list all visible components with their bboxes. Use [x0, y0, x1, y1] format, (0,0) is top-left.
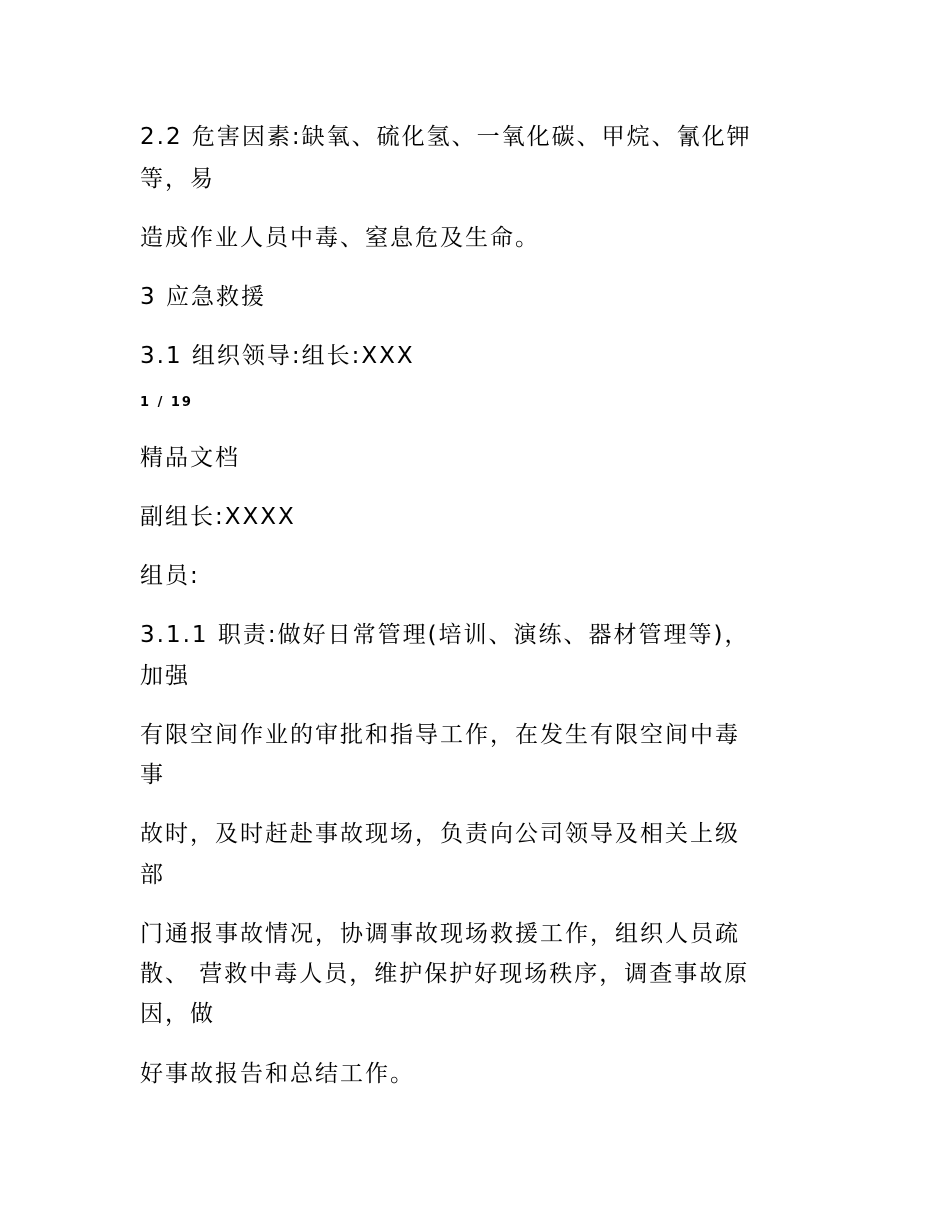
- text-line: 副组长:XXXX: [140, 504, 296, 530]
- text-line: 2.2 危害因素:缺氧、硫化氢、一氧化碳、甲烷、氰化钾: [140, 124, 752, 150]
- text-line: 门通报事故情况，协调事故现场救援工作，组织人员疏: [140, 921, 740, 947]
- text-line: 散、 营救中毒人员，维护保护好现场秩序，调查事故原: [140, 961, 750, 987]
- text-line: 部: [140, 862, 165, 888]
- document-header: 精品文档: [140, 445, 240, 471]
- text-line: 造成作业人员中毒、窒息危及生命。: [140, 225, 540, 251]
- text-line: 因，做: [140, 1001, 215, 1027]
- subsection-heading: 3.1 组织领导:组长:XXX: [140, 343, 415, 369]
- text-line: 等，易: [140, 166, 215, 192]
- section-heading: 3 应急救援: [140, 284, 266, 310]
- text-line: 加强: [140, 663, 190, 689]
- text-line: 事: [140, 762, 165, 788]
- text-line: 有限空间作业的审批和指导工作，在发生有限空间中毒: [140, 722, 740, 748]
- text-line: 3.1.1 职责:做好日常管理(培训、演练、器材管理等)，: [140, 622, 750, 648]
- page-number: 1 / 19: [140, 395, 193, 410]
- text-line: 好事故报告和总结工作。: [140, 1061, 415, 1087]
- text-line: 故时，及时赶赴事故现场，负责向公司领导及相关上级: [140, 821, 740, 847]
- text-line: 组员:: [140, 563, 200, 589]
